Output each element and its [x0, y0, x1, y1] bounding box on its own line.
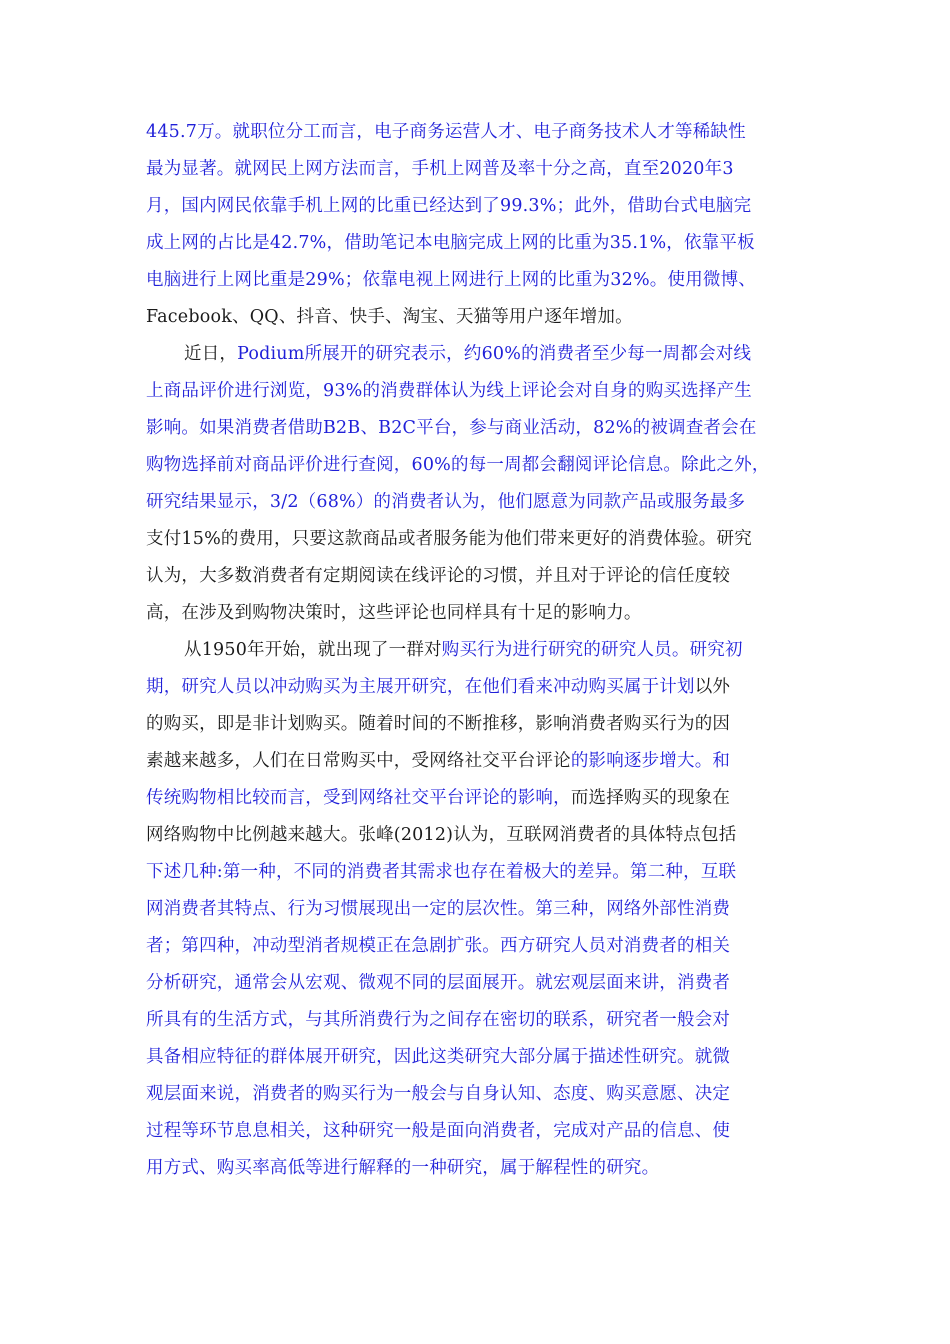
- highlighted-text: 用方式、购买率高低等进行解释的一种研究，属于解程性的研究。: [146, 1158, 660, 1178]
- text-line: [146, 373, 802, 410]
- text-line: [146, 299, 802, 336]
- highlighted-text: 者；第四种，冲动型消者规模正在急剧扩张。西方研究人员对消费者的相关: [146, 936, 731, 956]
- text-line: [146, 1113, 802, 1150]
- highlighted-text: 网消费者其特点、行为习惯展现出一定的层次性。第三种，网络外部性消费: [146, 899, 731, 919]
- highlighted-text: 过程等环节息息相关，这种研究一般是面向消费者，完成对产品的信息、使: [146, 1121, 731, 1141]
- text-line: [146, 225, 802, 262]
- body-text: 支付15%的费用，只要这款商品或者服务能为他们带来更好的消费体验。研究: [146, 529, 752, 549]
- highlighted-text: 具备相应特征的群体展开研究，因此这类研究大部分属于描述性研究。就微: [146, 1047, 731, 1067]
- body-text: Facebook、QQ、抖音、快手、淘宝、天猫等用户逐年增加。: [146, 307, 633, 327]
- text-line: [146, 1039, 802, 1076]
- text-line: [146, 188, 802, 225]
- document-body: [146, 114, 802, 1187]
- highlighted-text: 购买行为进行研究的研究人员。研究初: [441, 640, 743, 660]
- text-line: [146, 595, 802, 632]
- body-text: 近日，: [184, 344, 238, 364]
- text-line: [146, 484, 802, 521]
- body-text: 而选择购买的现象在: [570, 788, 731, 808]
- text-line: [146, 114, 802, 151]
- text-line: [146, 928, 802, 965]
- text-line: [146, 817, 802, 854]
- text-line: [146, 447, 802, 484]
- highlighted-text: 电脑进行上网比重是29%；依靠电视上网进行上网的比重为32%。使用微博、: [146, 270, 756, 290]
- highlighted-text: 观层面来说，消费者的购买行为一般会与自身认知、态度、购买意愿、决定: [146, 1084, 731, 1104]
- text-line: [146, 706, 802, 743]
- body-text: 以外: [694, 677, 731, 697]
- highlighted-text: 期，研究人员以冲动购买为主展开研究，在他们看来冲动购买属于计划: [146, 677, 695, 697]
- highlighted-text: 月，国内网民依靠手机上网的比重已经达到了99.3%；此外，借助台式电脑完: [146, 196, 752, 216]
- text-line: [146, 558, 802, 595]
- highlighted-text: 上商品评价进行浏览，93%的消费群体认为线上评论会对自身的购买选择产生: [146, 381, 752, 401]
- body-text: 的购买，即是非计划购买。随着时间的不断推移，影响消费者购买行为的因: [146, 714, 731, 734]
- body-text: 网络购物中比例越来越大。张峰(2012)认为，互联网消费者的具体特点包括: [146, 825, 737, 845]
- paragraph: [146, 114, 802, 336]
- text-line: [146, 965, 802, 1002]
- text-line: [146, 1076, 802, 1113]
- highlighted-text: 影响。如果消费者借助B2B、B2C平台，参与商业活动，82%的被调查者会在: [146, 418, 757, 438]
- highlighted-text: 下述几种:第一种，不同的消费者其需求也存在着极大的差异。第二种，互联: [146, 862, 737, 882]
- text-line: [146, 1002, 802, 1039]
- text-line: [146, 1150, 802, 1187]
- highlighted-text: 研究结果显示，3/2（68%）的消费者认为，他们愿意为同款产品或服务最多: [146, 492, 746, 512]
- text-line: [146, 743, 802, 780]
- text-line: [146, 151, 802, 188]
- highlighted-text: 成上网的占比是42.7%，借助笔记本电脑完成上网的比重为35.1%，依靠平板: [146, 233, 755, 253]
- text-line: [146, 780, 802, 817]
- body-text: 素越来越多，人们在日常购买中，受网络社交平台评论: [146, 751, 571, 771]
- paragraph: [146, 336, 802, 632]
- highlighted-text: Podium所展开的研究表示，约60%的消费者至少每一周都会对线: [237, 344, 752, 364]
- body-text: 认为，大多数消费者有定期阅读在线评论的习惯，并且对于评论的信任度较: [146, 566, 731, 586]
- highlighted-text: 分析研究，通常会从宏观、微观不同的层面展开。就宏观层面来讲，消费者: [146, 973, 731, 993]
- text-line: [146, 891, 802, 928]
- highlighted-text: 购物选择前对商品评价进行查阅，60%的每一周都会翻阅评论信息。除此之外，: [146, 455, 770, 475]
- text-line: [146, 632, 802, 669]
- highlighted-text: 445.7万。就职位分工而言，电子商务运营人才、电子商务技术人才等稀缺性: [146, 122, 746, 142]
- highlighted-text: 最为显著。就网民上网方法而言，手机上网普及率十分之高，直至2020年3: [146, 159, 734, 179]
- highlighted-text: 传统购物相比较而言，受到网络社交平台评论的影响，: [146, 788, 571, 808]
- text-line: [146, 521, 802, 558]
- body-text: 高，在涉及到购物决策时，这些评论也同样具有十足的影响力。: [146, 603, 642, 623]
- text-line: [146, 336, 802, 373]
- highlighted-text: 所具有的生活方式，与其所消费行为之间存在密切的联系，研究者一般会对: [146, 1010, 731, 1030]
- text-line: [146, 410, 802, 447]
- text-line: [146, 854, 802, 891]
- highlighted-text: 的影响逐步增大。和: [570, 751, 731, 771]
- body-text: 从1950年开始，就出现了一群对: [184, 640, 442, 660]
- text-line: [146, 262, 802, 299]
- text-line: [146, 669, 802, 706]
- paragraph: [146, 632, 802, 1187]
